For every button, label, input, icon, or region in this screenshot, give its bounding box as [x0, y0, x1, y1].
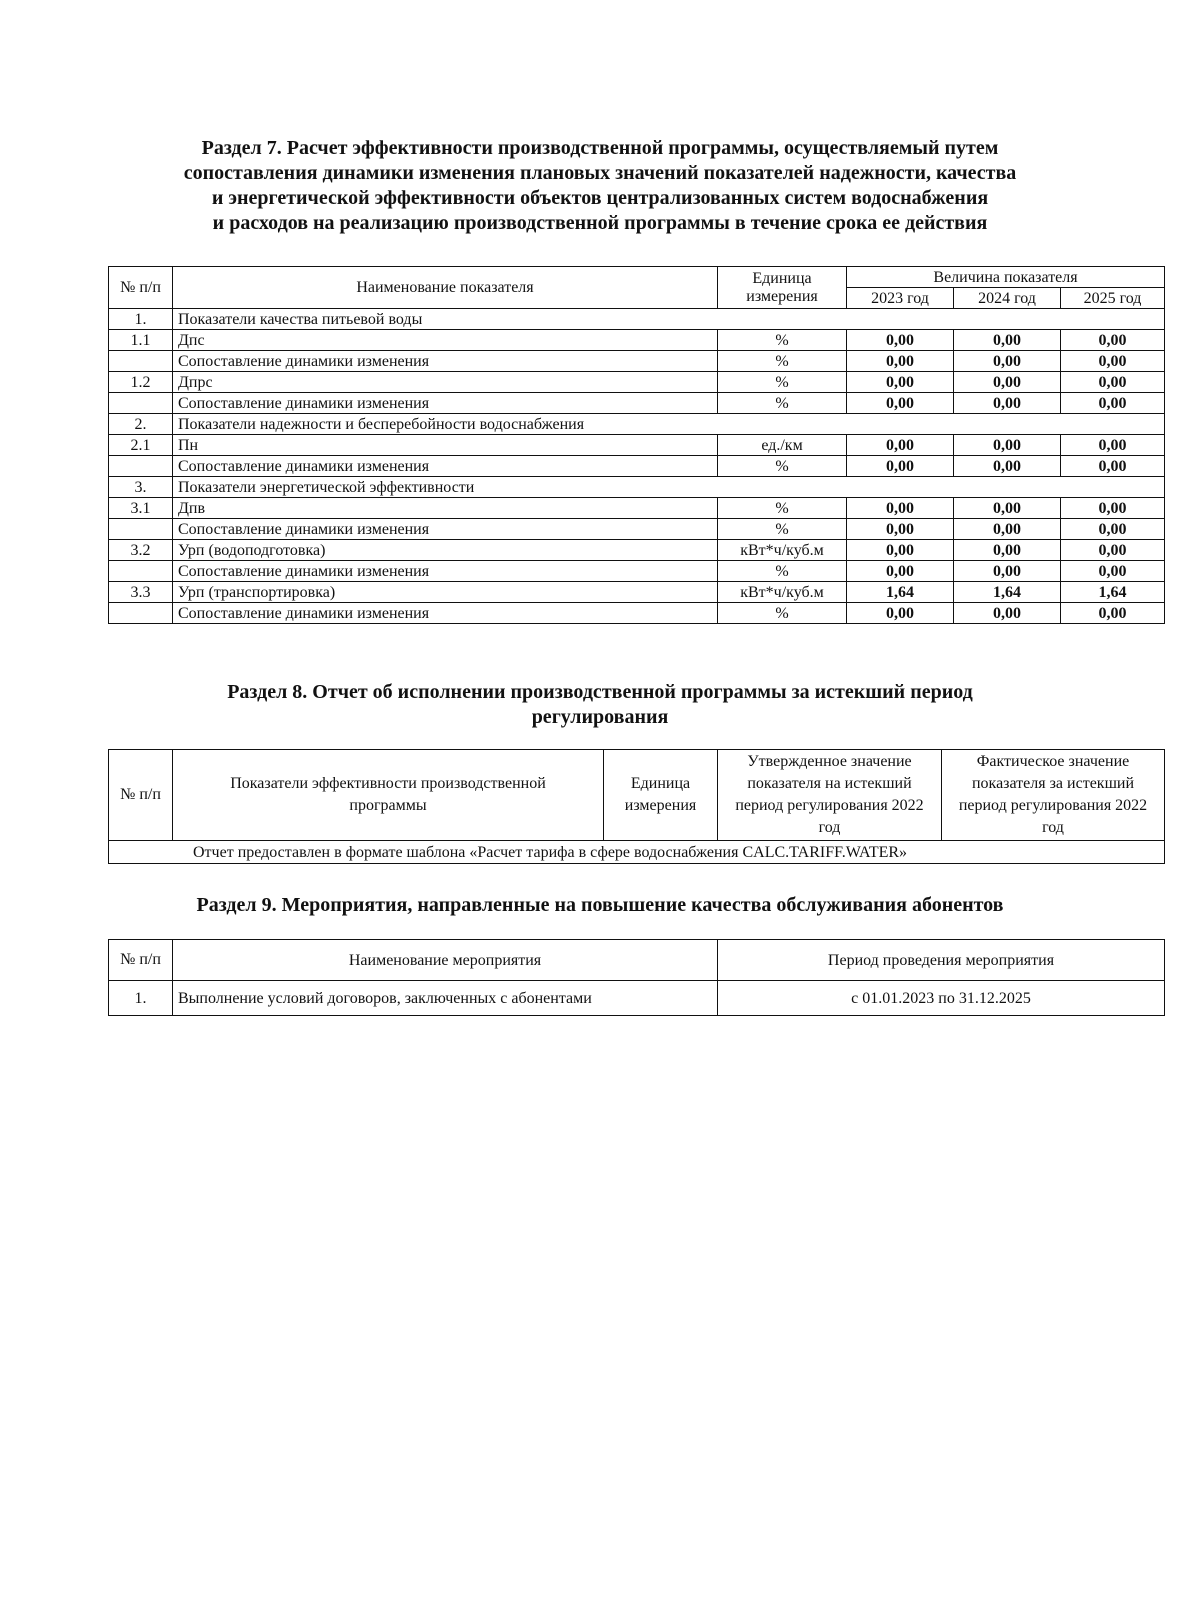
- row-num: [109, 519, 173, 540]
- row-name: Дпв: [173, 498, 718, 519]
- row-name: Урп (водоподготовка): [173, 540, 718, 561]
- row-name: Сопоставление динамики изменения: [173, 561, 718, 582]
- row-num: 1.: [109, 981, 173, 1016]
- header-year-2024: 2024 год: [954, 288, 1061, 309]
- section8-title: [100, 680, 1100, 730]
- value-cell-2023: 1,64: [847, 582, 954, 603]
- value-cell-2024: 0,00: [954, 498, 1061, 519]
- value-cell-2025: 1,64: [1061, 582, 1165, 603]
- header-unit: Единица измерения: [718, 267, 847, 309]
- table-row: [109, 372, 1165, 393]
- row-name: Сопоставление динамики изменения: [173, 393, 718, 414]
- value-cell-2023: 0,00: [847, 330, 954, 351]
- value-cell-2024: 1,64: [954, 582, 1061, 603]
- value-cell-2024: 0,00: [954, 561, 1061, 582]
- group-row: [109, 309, 1165, 330]
- row-unit: %: [718, 372, 847, 393]
- value-cell-2023: 0,00: [847, 435, 954, 456]
- value-cell-2025: 0,00: [1061, 456, 1165, 477]
- group-title: Показатели надежности и бесперебойности водоснабжения: [173, 414, 1165, 435]
- row-unit: %: [718, 561, 847, 582]
- table-header-row: [109, 750, 1165, 841]
- row-num: [109, 561, 173, 582]
- header-period: Период проведения мероприятия: [718, 940, 1165, 981]
- table-header-row: [109, 267, 1165, 288]
- header-actual-value: Фактическое значение показателя за истекший период регулирования 2022 год: [942, 750, 1165, 841]
- value-cell-2025: 0,00: [1061, 351, 1165, 372]
- row-unit: %: [718, 498, 847, 519]
- section7-table: [108, 266, 1165, 624]
- row-num: 3.2: [109, 540, 173, 561]
- group-row: [109, 414, 1165, 435]
- section7-title-line: Раздел 7. Расчет эффективности производственной программы, осуществляемый путем: [201, 137, 999, 159]
- value-cell-2025: 0,00: [1061, 498, 1165, 519]
- table-header-row: [109, 940, 1165, 981]
- table-row: [109, 540, 1165, 561]
- section9-title-line: Раздел 9. Мероприятия, направленные на повышение качества обслуживания абонентов: [196, 894, 1004, 916]
- table-row: [109, 981, 1165, 1016]
- value-cell-2023: 0,00: [847, 372, 954, 393]
- row-unit: %: [718, 603, 847, 624]
- value-cell-2024: 0,00: [954, 330, 1061, 351]
- row-unit: кВт*ч/куб.м: [718, 582, 847, 603]
- header-num: № п/п: [109, 750, 173, 841]
- group-row: [109, 477, 1165, 498]
- row-name: Сопоставление динамики изменения: [173, 519, 718, 540]
- value-cell-2025: 0,00: [1061, 603, 1165, 624]
- value-cell-2023: 0,00: [847, 498, 954, 519]
- header-year-2025: 2025 год: [1061, 288, 1165, 309]
- value-cell-2024: 0,00: [954, 393, 1061, 414]
- table-row: [109, 330, 1165, 351]
- value-cell-2023: 0,00: [847, 561, 954, 582]
- header-unit: Единица измерения: [604, 750, 718, 841]
- table-row: [109, 603, 1165, 624]
- value-cell-2023: 0,00: [847, 393, 954, 414]
- header-name: Показатели эффективности производственной программы: [173, 750, 604, 841]
- row-unit: %: [718, 519, 847, 540]
- value-cell-2025: 0,00: [1061, 372, 1165, 393]
- row-unit: ед./км: [718, 435, 847, 456]
- section8-table: [108, 749, 1165, 864]
- section9-table: [108, 939, 1165, 1016]
- value-cell-2023: 0,00: [847, 519, 954, 540]
- report-note-row: [109, 841, 1165, 864]
- row-name: Выполнение условий договоров, заключенных с абонентами: [173, 981, 718, 1016]
- value-cell-2023: 0,00: [847, 351, 954, 372]
- group-title: Показатели энергетической эффективности: [173, 477, 1165, 498]
- table-row: [109, 351, 1165, 372]
- value-cell-2024: 0,00: [954, 351, 1061, 372]
- value-cell-2025: 0,00: [1061, 561, 1165, 582]
- section7-title-line: и энергетической эффективности объектов централизованных систем водоснабжения: [211, 187, 989, 209]
- group-title: Показатели качества питьевой воды: [173, 309, 1165, 330]
- header-num: № п/п: [109, 267, 173, 309]
- row-num: [109, 456, 173, 477]
- row-num: 3.3: [109, 582, 173, 603]
- row-num: 2.: [109, 414, 173, 435]
- value-cell-2025: 0,00: [1061, 540, 1165, 561]
- row-name: Сопоставление динамики изменения: [173, 603, 718, 624]
- row-num: [109, 603, 173, 624]
- table-row: [109, 561, 1165, 582]
- header-year-2023: 2023 год: [847, 288, 954, 309]
- section7-title-line: сопоставления динамики изменения плановых значений показателей надежности, качества: [183, 162, 1017, 184]
- value-cell-2023: 0,00: [847, 603, 954, 624]
- header-name: Наименование показателя: [173, 267, 718, 309]
- table-row: [109, 435, 1165, 456]
- header-name: Наименование мероприятия: [173, 940, 718, 981]
- value-cell-2025: 0,00: [1061, 519, 1165, 540]
- row-unit: кВт*ч/куб.м: [718, 540, 847, 561]
- row-name: Сопоставление динамики изменения: [173, 351, 718, 372]
- row-unit: %: [718, 351, 847, 372]
- row-period: с 01.01.2023 по 31.12.2025: [718, 981, 1165, 1016]
- table-row: [109, 456, 1165, 477]
- header-value-group: Величина показателя: [847, 267, 1165, 288]
- value-cell-2024: 0,00: [954, 435, 1061, 456]
- table-row: [109, 519, 1165, 540]
- row-unit: %: [718, 456, 847, 477]
- row-name: Урп (транспортировка): [173, 582, 718, 603]
- row-num: 3.1: [109, 498, 173, 519]
- section7-title-line: и расходов на реализацию производственной программы в течение срока ее действия: [212, 212, 988, 234]
- row-num: [109, 351, 173, 372]
- row-num: [109, 393, 173, 414]
- table-row: [109, 498, 1165, 519]
- row-unit: %: [718, 330, 847, 351]
- table-row: [109, 582, 1165, 603]
- row-num: 2.1: [109, 435, 173, 456]
- row-num: 3.: [109, 477, 173, 498]
- value-cell-2025: 0,00: [1061, 330, 1165, 351]
- row-num: 1.: [109, 309, 173, 330]
- section8-title-line: регулирования: [531, 706, 669, 728]
- row-name: Сопоставление динамики изменения: [173, 456, 718, 477]
- section8-title-line: Раздел 8. Отчет об исполнении производственной программы за истекший период: [227, 681, 973, 703]
- value-cell-2023: 0,00: [847, 540, 954, 561]
- value-cell-2024: 0,00: [954, 372, 1061, 393]
- table-row: [109, 393, 1165, 414]
- row-name: Дпрс: [173, 372, 718, 393]
- row-num: 1.1: [109, 330, 173, 351]
- report-note: Отчет предоставлен в формате шаблона «Расчет тарифа в сфере водоснабжения CALC.TARIFF.WATER»: [109, 841, 1165, 864]
- value-cell-2025: 0,00: [1061, 435, 1165, 456]
- row-name: Дпс: [173, 330, 718, 351]
- value-cell-2024: 0,00: [954, 519, 1061, 540]
- row-unit: %: [718, 393, 847, 414]
- row-name: Пн: [173, 435, 718, 456]
- section9-title: [100, 893, 1100, 918]
- value-cell-2024: 0,00: [954, 456, 1061, 477]
- value-cell-2023: 0,00: [847, 456, 954, 477]
- value-cell-2024: 0,00: [954, 540, 1061, 561]
- value-cell-2025: 0,00: [1061, 393, 1165, 414]
- row-num: 1.2: [109, 372, 173, 393]
- section7-title: [100, 136, 1100, 236]
- header-approved-value: Утвержденное значение показателя на истекший период регулирования 2022 год: [718, 750, 942, 841]
- value-cell-2024: 0,00: [954, 603, 1061, 624]
- header-num: № п/п: [109, 940, 173, 981]
